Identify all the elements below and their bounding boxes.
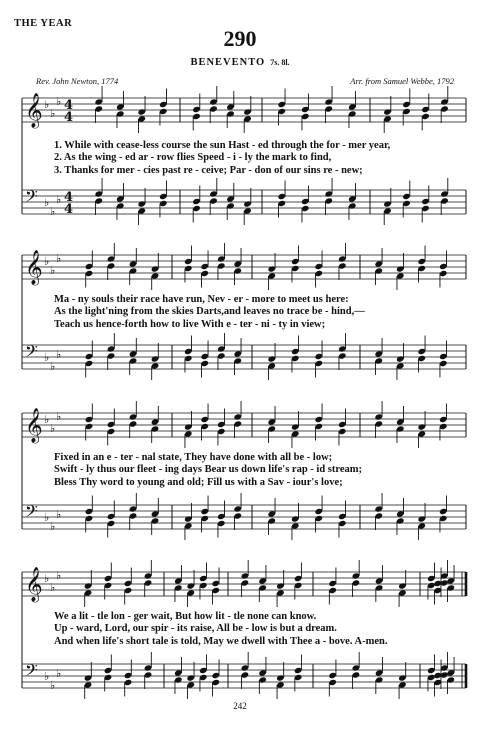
page-number: 242 (233, 701, 247, 711)
flat-sign: ♭ (50, 520, 56, 533)
flat-sign: ♭ (44, 196, 50, 209)
hymn-number: 290 (223, 26, 257, 51)
meter: 7s. 8l. (270, 58, 290, 67)
system-2-lyrics (54, 294, 466, 331)
bass-clef: 𝄢 (25, 501, 38, 525)
bass-clef: 𝄢 (25, 660, 38, 684)
system-1-lyrics (54, 140, 466, 177)
flat-sign: ♭ (44, 670, 50, 683)
flat-sign: ♭ (56, 348, 62, 361)
flat-sign: ♭ (50, 264, 56, 277)
flat-sign: ♭ (44, 413, 50, 426)
system-4-lyrics (54, 611, 466, 648)
flat-sign: ♭ (50, 679, 56, 692)
section-heading: THE YEAR (14, 18, 73, 29)
treble-clef: 𝄞 (25, 250, 43, 285)
lyric-line: Fixed in an e - ter - nal state, They have done with all be - low; (54, 452, 333, 463)
flat-sign: ♭ (56, 95, 62, 108)
flat-sign: ♭ (44, 572, 50, 585)
treble-clef: 𝄞 (25, 93, 43, 128)
lyric-line: Teach us hence-forth how to live With e - ter - ni - ty in view; (54, 318, 326, 330)
lyric-line: 2. As the wing - ed ar - row flies Speed - i - ly the mark to find, (54, 152, 332, 164)
lyric-line: And when life's short tale is told, May we dwell with Thee a - bove. A-men. (54, 635, 388, 647)
time-signature: 4 (64, 98, 74, 113)
bass-clef: 𝄢 (25, 341, 38, 365)
lyric-line: 1. While with cease-less course the sun Hast - ed through the for - mer year, (54, 140, 391, 151)
flat-sign: ♭ (50, 360, 56, 373)
system-3-lyrics (54, 452, 466, 489)
bass-clef: 𝄢 (25, 186, 38, 210)
time-signature: 4 (64, 202, 74, 217)
flat-sign: ♭ (56, 569, 62, 582)
time-signature: 4 (64, 110, 74, 125)
lyric-line: Swift - ly thus our fleet - ing days Bear us down life's rap - id stream; (54, 464, 363, 476)
flat-sign: ♭ (56, 667, 62, 680)
flat-sign: ♭ (56, 193, 62, 206)
author-credit: Rev. John Newton, 1774 (36, 76, 119, 86)
lyric-line: Ma - ny souls their race have run, Nev - er - more to meet us here: (54, 294, 349, 305)
arranger-credit: Arr. from Samuel Webbe, 1792 (350, 76, 454, 86)
flat-sign: ♭ (44, 351, 50, 364)
flat-sign: ♭ (50, 107, 56, 120)
flat-sign: ♭ (56, 410, 62, 423)
lyric-line: 3. Thanks for mer - cies past re - ceive; Par - don of our sins re - new; (54, 164, 363, 176)
treble-clef: 𝄞 (25, 408, 43, 443)
time-signature: 4 (64, 190, 74, 205)
flat-sign: ♭ (44, 511, 50, 524)
lyric-line: We a lit - tle lon - ger wait, But how lit - tle none can know. (54, 611, 317, 622)
flat-sign: ♭ (56, 252, 62, 265)
flat-sign: ♭ (50, 205, 56, 218)
lyric-line: Bless Thy word to young and old; Fill us with a Sav - iour's love; (54, 476, 343, 488)
flat-sign: ♭ (56, 508, 62, 521)
flat-sign: ♭ (44, 255, 50, 268)
lyric-line: Up - ward, Lord, our spir - its raise, All be - low is but a dream. (54, 623, 337, 635)
flat-sign: ♭ (44, 98, 50, 111)
lyric-line: As the light'ning from the skies Darts,and leaves no trace be - hind,— (54, 306, 365, 318)
treble-clef: 𝄞 (25, 567, 43, 602)
tune-name: BENEVENTO (190, 57, 266, 68)
flat-sign: ♭ (50, 422, 56, 435)
flat-sign: ♭ (50, 581, 56, 594)
